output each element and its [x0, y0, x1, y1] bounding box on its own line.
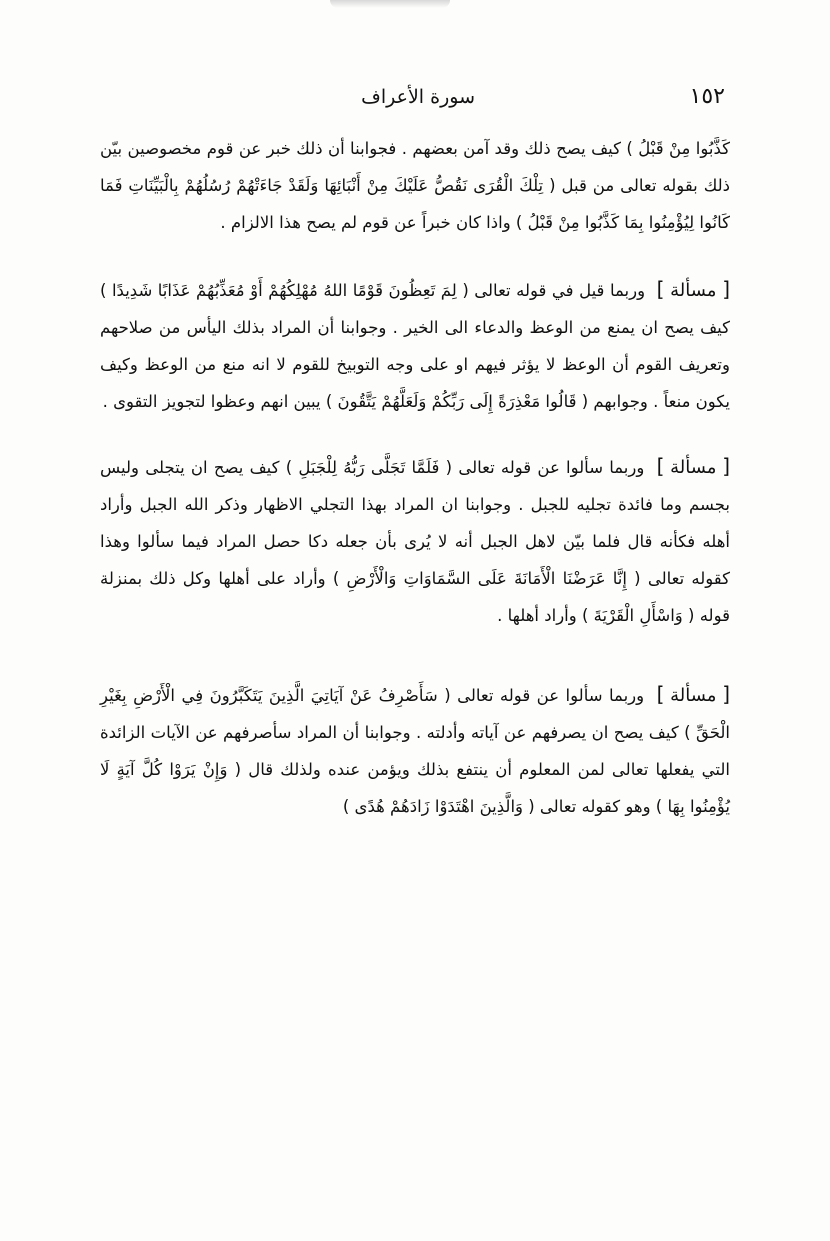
paragraph-issue — [100, 676, 730, 825]
running-title: سورة الأعراف — [361, 86, 475, 108]
paragraph-text: كَذَّبُوا مِنْ قَبْلُ ) كيف يصح ذلك وقد آمن بعضهم . فجوابنا أن ذلك خبر عن قوم مخصوصين بيّن ذلك بقوله تعالى من قبل ( تِلْكَ الْقُرَى نَقُصُّ عَلَيْكَ مِنْ أَنْبَائِهَا وَلَقَدْ جَاءَتْهُمْ رُسُلُهُمْ بِالْبَيِّنَاتِ فَمَا كَانُوا لِيُؤْمِنُوا بِمَا كَذَّبُوا مِنْ قَبْلُ ) واذا كان خبراً عن قوم لم يصح هذا الالزام . — [100, 139, 730, 232]
paragraph-issue — [100, 271, 730, 420]
issue-label: [ مسألة ] — [656, 682, 730, 706]
paragraph-text: وربما سألوا عن قوله تعالى ( سَأَصْرِفُ عَنْ آيَاتِيَ الَّذِينَ يَتَكَبَّرُونَ فِي الْأَرْضِ بِغَيْرِ الْحَقِّ ) كيف يصح ان يصرفهم عن آياته وأدلته . وجوابنا أن المراد سأصرفهم عن الآيات الزائدة التي يفعلها تعالى لمن المعلوم أن ينتفع بذلك ويؤمن عنده ولذلك قال ( وَإِنْ يَرَوْا كُلَّ آيَةٍ لَا يُؤْمِنُوا بِهَا ) وهو كقوله تعالى ( وَالَّذِينَ اهْتَدَوْا زَادَهُمْ هُدًى ) — [100, 686, 730, 816]
page-number: ١٥٢ — [689, 84, 725, 109]
paragraph-text: وربما قيل في قوله تعالى ( لِمَ تَعِظُونَ قَوْمًا اللهُ مُهْلِكُهُمْ أَوْ مُعَذِّبُهُمْ عَذَابًا شَدِيدًا ) كيف يصح ان يمنع من الوعظ والدعاء الى الخير . وجوابنا أن المراد بذلك اليأس من صلاحهم وتعريف القوم أن الوعظ لا يؤثر فيهم او على وجه التوبيخ للقوم لا انه منع من الوعظ وكيف يكون منعاً . وجوابهم ( قَالُوا مَعْذِرَةً إِلَى رَبِّكُمْ وَلَعَلَّهُمْ يَتَّقُونَ ) يبين انهم وعظوا لتجويز التقوى . — [100, 281, 730, 411]
scan-shadow — [330, 0, 450, 8]
paragraph-text: وربما سألوا عن قوله تعالى ( فَلَمَّا تَجَلَّى رَبُّهُ لِلْجَبَلِ ) كيف يصح ان يتجلى وليس بجسم وما فائدة تجليه للجبل . وجوابنا ان المراد بهذا التجلي الاظهار وذكر الله الجبل وأراد أهله فكأنه قال فلما بيّن لاهل الجبل أنه لا يُرى بأن جعله دكا حصل المراد فيما سألوا وهذا كقوله تعالى ( إِنَّا عَرَضْنَا الْأَمَانَةَ عَلَى السَّمَاوَاتِ وَالْأَرْضِ ) وأراد على أهلها وكل ذلك بمنزلة قوله ( وَاسْأَلِ الْقَرْيَةَ ) وأراد أهلها . — [100, 458, 730, 625]
issue-label: [ مسألة ] — [656, 454, 730, 478]
issue-label-text: مسألة — [670, 685, 717, 706]
issue-label-text: مسألة — [670, 280, 717, 301]
page-header — [105, 84, 725, 114]
paragraph-continuation — [100, 130, 730, 241]
issue-label: [ مسألة ] — [656, 277, 730, 301]
paragraph-issue — [100, 448, 730, 634]
page-body — [100, 130, 730, 825]
issue-label-text: مسألة — [670, 457, 717, 478]
